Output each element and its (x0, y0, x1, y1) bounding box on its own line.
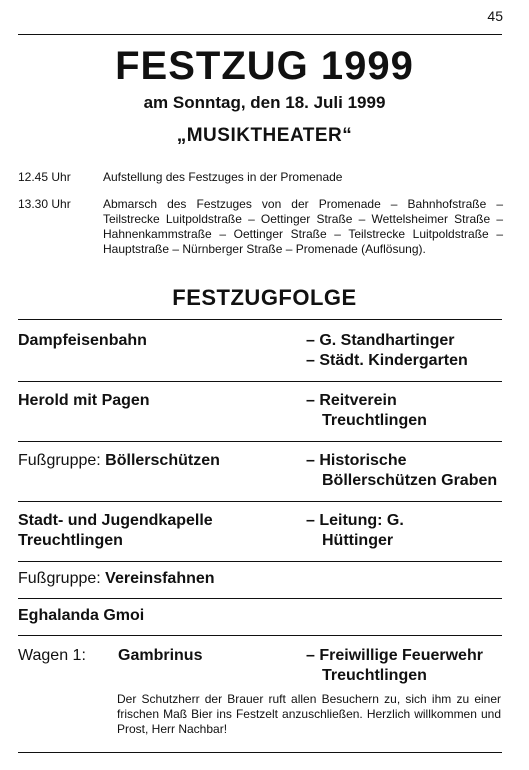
entry-name: Fußgruppe: Böllerschützen (18, 452, 220, 469)
divider (18, 319, 502, 320)
divider (18, 441, 502, 442)
entry-name: Fußgruppe: Vereinsfahnen (18, 570, 215, 587)
entry-name: Eghalanda Gmoi (18, 607, 145, 624)
schedule-time: 12.45 Uhr (18, 170, 71, 184)
entry-participants: – Freiwillige Feuerwehr Treuchtlingen (306, 647, 483, 684)
section-title: FESTZUGFOLGE (172, 285, 357, 310)
event-date: am Sonntag, den 18. Juli 1999 (143, 93, 386, 112)
divider (18, 501, 502, 502)
schedule-text: Abmarsch des Festzuges von der Promenade – Bahnhofstraße – Teilstrecke Luitpoldstraße – Oettinger Straße – Wettelsheimer Straße – Hahnenkammstraße – Oettinger Straße – Teilstrecke Luitpoldstraße – Hauptstraße – Nürnberger Straße – Promenade (Auflösung). (103, 197, 503, 256)
entry-participants: – Reitverein Treuchtlingen (306, 392, 427, 429)
theme-title: „MUSIKTHEATER“ (176, 125, 353, 146)
page-number: 45 (487, 8, 503, 24)
divider (18, 598, 502, 599)
entry-note: Der Schutzherr der Brauer ruft allen Besuchern zu, sich ihm zu einer frischen Maß Bier ins Festzelt anzuschließen. Herzlich willkommen und Prost, Herr Nachbar! (117, 692, 501, 736)
schedule-time: 13.30 Uhr (18, 197, 71, 211)
entry-participants: – G. Standhartinger – Städt. Kindergarten (306, 332, 468, 369)
entry-name: Herold mit Pagen (18, 392, 150, 409)
page-title: FESTZUG 1999 (115, 44, 414, 88)
entry-name: Dampfeisenbahn (18, 332, 147, 349)
divider (18, 635, 502, 636)
bottom-rule (18, 752, 502, 753)
entry-name: Stadt- und Jugendkapelle Treuchtlingen (18, 512, 213, 549)
divider (18, 561, 502, 562)
schedule-text: Aufstellung des Festzuges in der Promenade (103, 170, 343, 184)
entry-participants: – Leitung: G. Hüttinger (306, 512, 404, 549)
divider (18, 381, 502, 382)
entry-name: Wagen 1: Gambrinus (18, 647, 203, 664)
entry-participants: – Historische Böllerschützen Graben (306, 452, 498, 489)
top-rule (18, 34, 502, 35)
